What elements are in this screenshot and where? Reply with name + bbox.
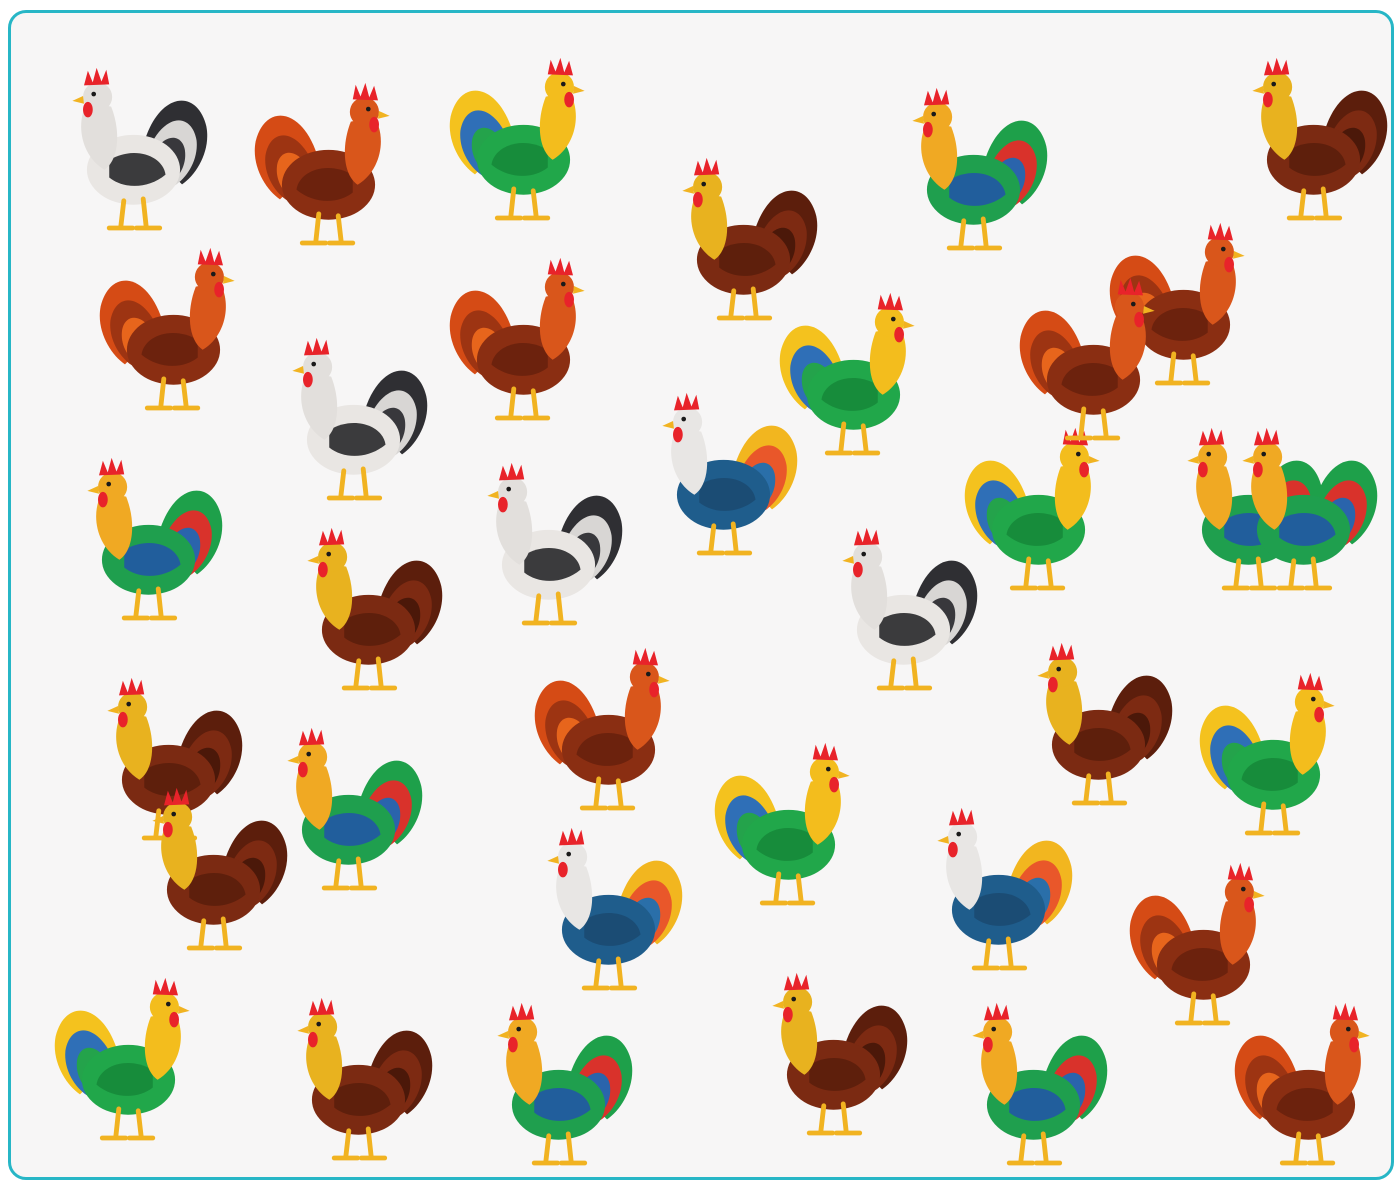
brown-rooster-icon[interactable] <box>1016 628 1181 813</box>
green-yellow-rooster-icon[interactable] <box>1191 658 1356 843</box>
brown-rooster-icon[interactable] <box>131 773 296 958</box>
rainbow-rooster-icon[interactable] <box>66 443 231 628</box>
orange-crowing-rooster-icon[interactable] <box>526 633 691 818</box>
blue-rooster-icon[interactable] <box>916 793 1081 978</box>
rainbow-rooster-icon[interactable] <box>1221 413 1386 598</box>
green-yellow-rooster-icon[interactable] <box>706 728 871 913</box>
brown-rooster-icon[interactable] <box>1231 43 1394 228</box>
brown-rooster-icon[interactable] <box>751 958 916 1143</box>
rainbow-rooster-icon[interactable] <box>476 988 641 1173</box>
orange-crowing-rooster-icon[interactable] <box>1226 988 1391 1173</box>
brown-rooster-icon[interactable] <box>276 983 441 1168</box>
blue-rooster-icon[interactable] <box>641 378 806 563</box>
green-yellow-rooster-icon[interactable] <box>441 43 606 228</box>
blue-rooster-icon[interactable] <box>526 813 691 998</box>
rainbow-rooster-icon[interactable] <box>951 988 1116 1173</box>
rainbow-rooster-icon[interactable] <box>891 73 1056 258</box>
orange-crowing-rooster-icon[interactable] <box>91 233 256 418</box>
brown-rooster-icon[interactable] <box>286 513 451 698</box>
white-rooster-icon[interactable] <box>271 323 436 508</box>
puzzle-board <box>8 10 1394 1180</box>
white-rooster-icon[interactable] <box>821 513 986 698</box>
orange-crowing-rooster-icon[interactable] <box>246 68 411 253</box>
orange-crowing-rooster-icon[interactable] <box>1011 263 1176 448</box>
orange-crowing-rooster-icon[interactable] <box>441 243 606 428</box>
green-yellow-rooster-icon[interactable] <box>46 963 211 1148</box>
white-rooster-icon[interactable] <box>51 53 216 238</box>
white-rooster-icon[interactable] <box>466 448 631 633</box>
